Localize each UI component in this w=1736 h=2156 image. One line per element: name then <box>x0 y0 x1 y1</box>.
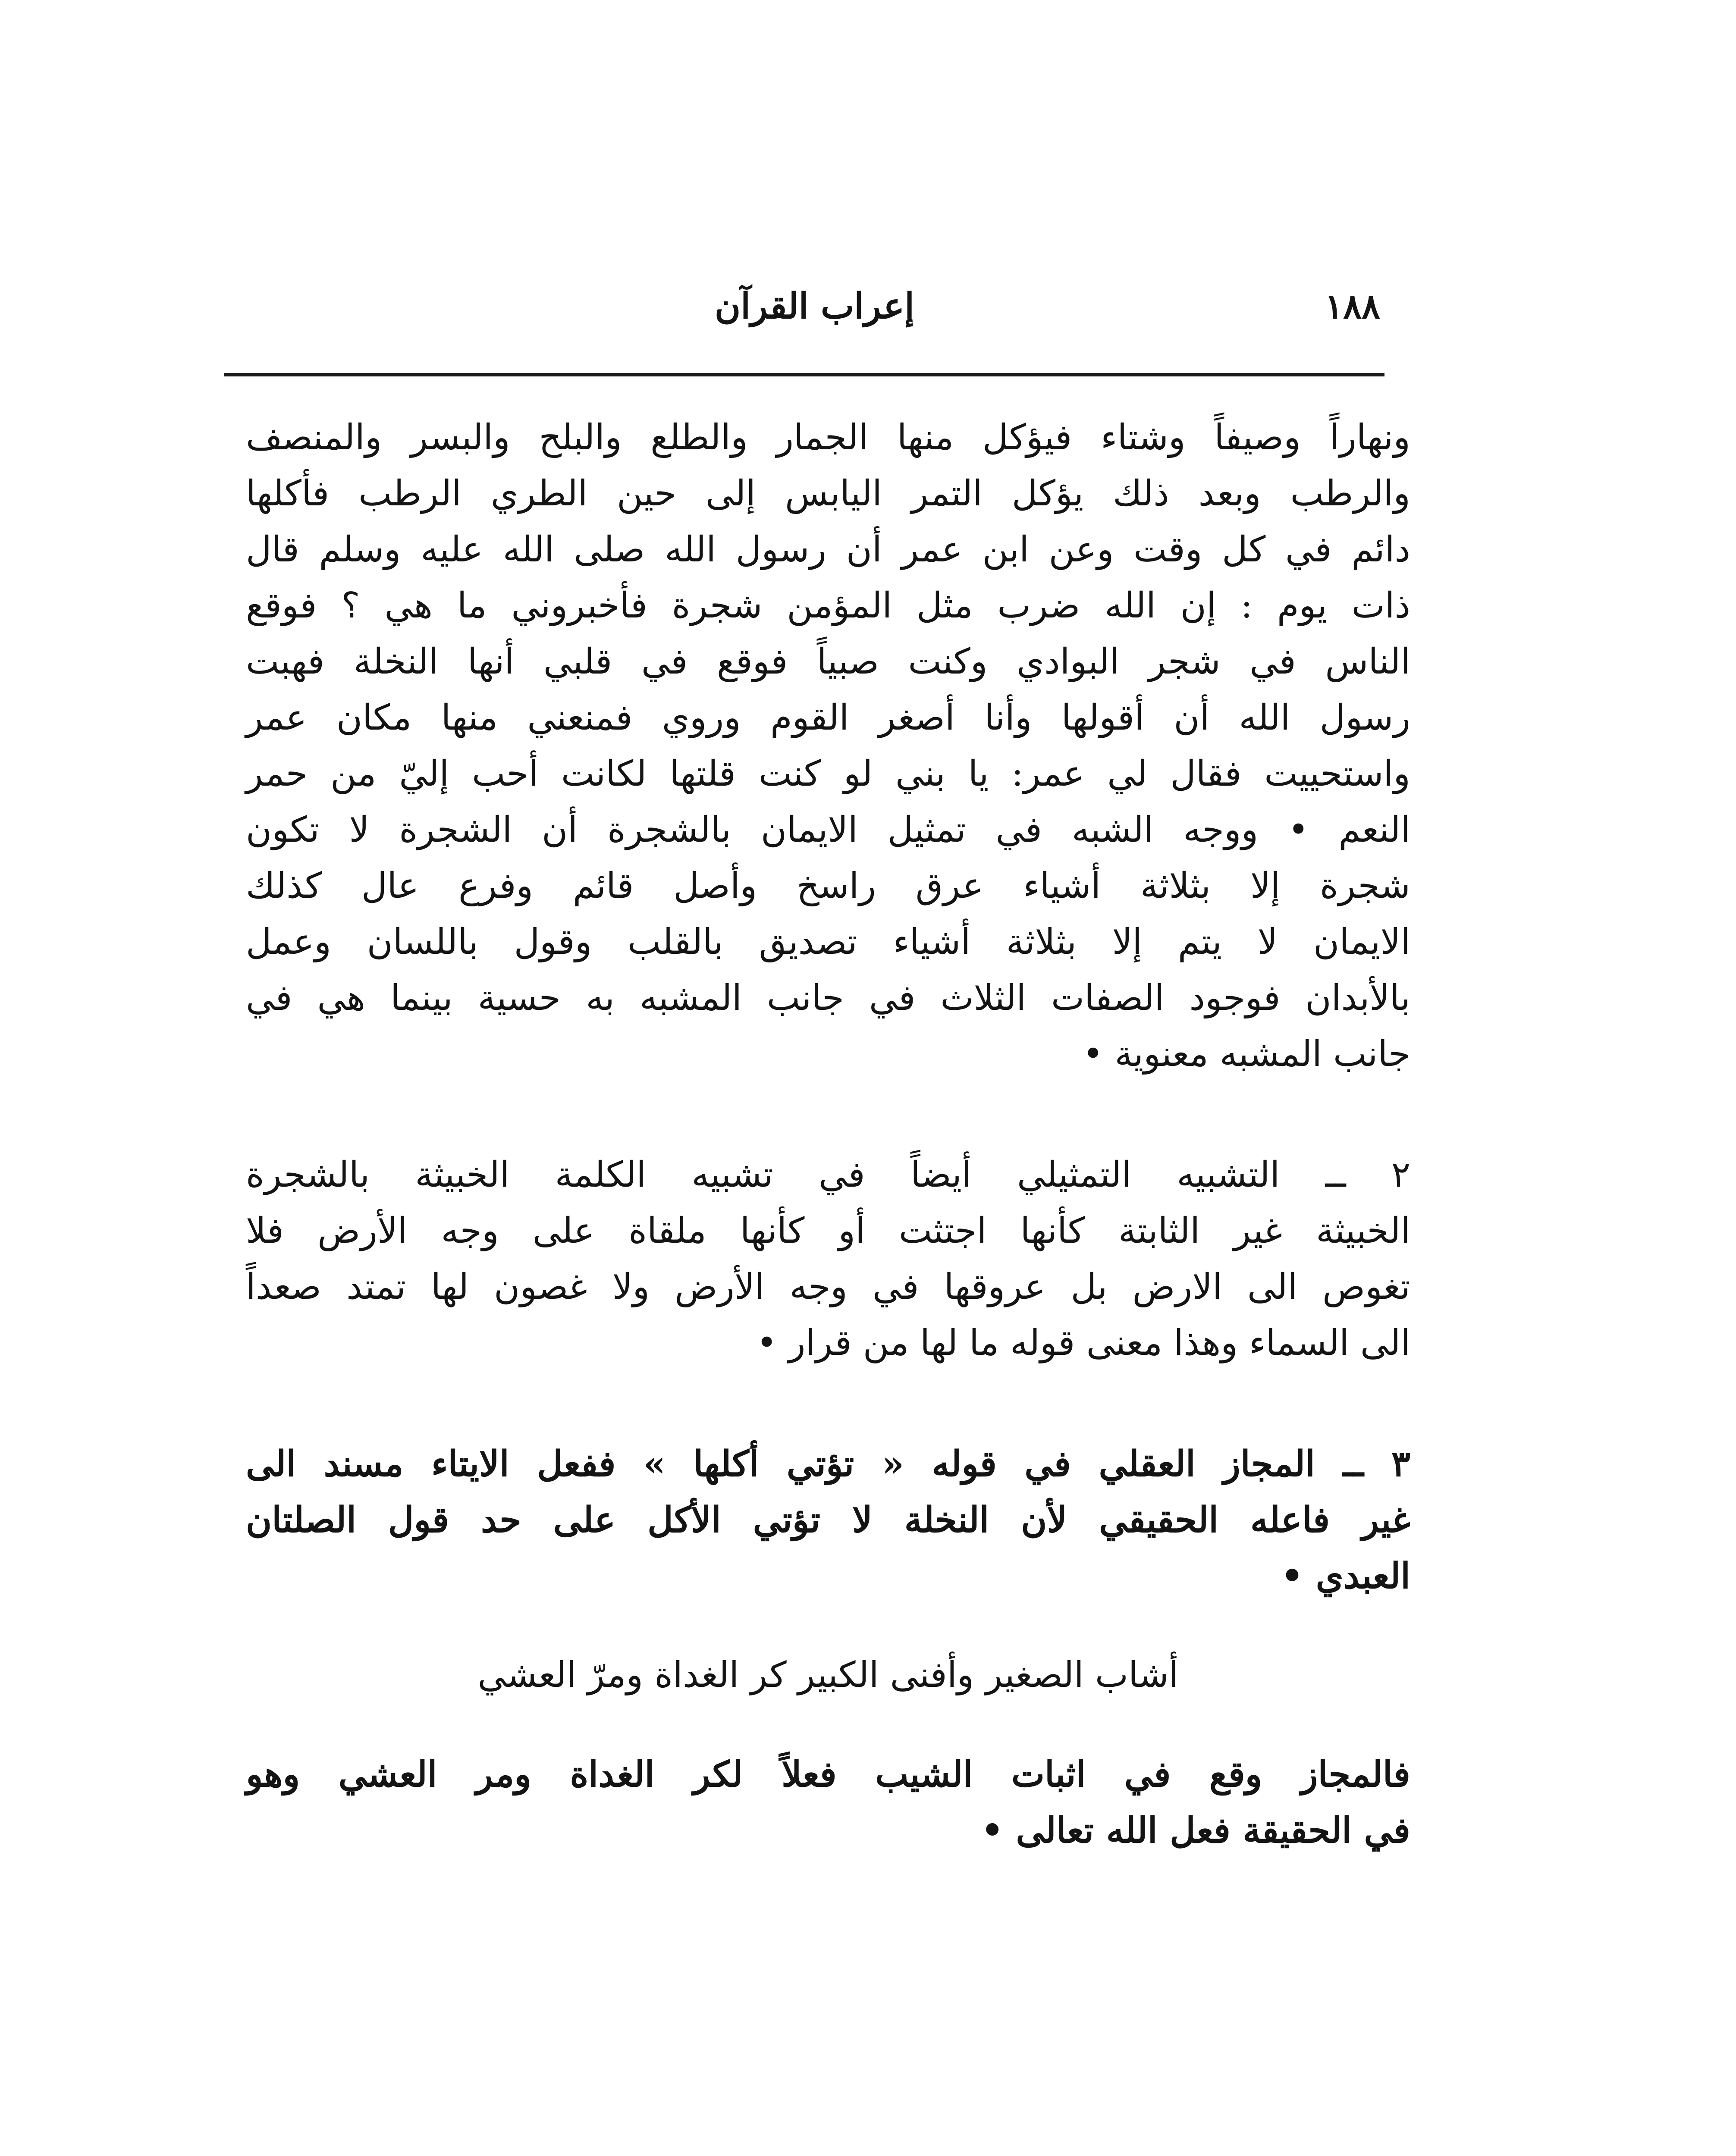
text-line: ٢ ــ التشبيه التمثيلي أيضاً في تشبيه الكلمة الخبيثة بالشجرة <box>246 1154 1410 1195</box>
running-title: إعراب القرآن <box>715 285 914 327</box>
text-line: تغوص الى الارض بل عروقها في وجه الأرض ولا غصون لها تمتد صعداً <box>246 1266 1410 1307</box>
text-line: جانب المشبه معنوية • <box>1083 1034 1410 1075</box>
text-line: واستحييت فقال لي عمر: يا بني لو كنت قلتها لكانت أحب إليّ من حمر <box>246 753 1411 794</box>
text-line: والرطب وبعد ذلك يؤكل التمر اليابس إلى حين الطري الرطب فأكلها <box>246 473 1410 514</box>
text-line: ٣ ــ المجاز العقلي في قوله « تؤتي أكلها » ففعل الايتاء مسند الى <box>246 1443 1410 1485</box>
paragraph-gap <box>246 1082 1410 1147</box>
text-line: بالأبدان فوجود الصفات الثلاث في جانب المشبه به حسية بينما هي في <box>246 978 1410 1018</box>
paragraph-gap <box>246 1604 1410 1647</box>
poetry-verse: أشاب الصغير وأفنى الكبير كر الغداة ومرّ العشي <box>477 1655 1179 1695</box>
text-line: الخبيثة غير الثابتة كأنها اجتثت أو كأنها ملقاة على وجه الأرض فلا <box>246 1210 1410 1251</box>
paragraph-majaz <box>246 1436 1410 1604</box>
text-line: الناس في شجر البوادي وكنت صبياً فوقع في قلبي أنها النخلة فهبت <box>246 641 1410 682</box>
body-text <box>246 410 1410 1858</box>
paragraph-conclusion <box>246 1746 1410 1858</box>
text-line: في الحقيقة فعل الله تعالى • <box>981 1810 1410 1851</box>
text-line: العبدي • <box>1281 1555 1410 1597</box>
text-line: شجرة إلا بثلاثة أشياء عرق راسخ وأصل قائم وفرع عال كذلك <box>246 865 1410 906</box>
text-line: فالمجاز وقع في اثبات الشيب فعلاً لكر الغداة ومر العشي وهو <box>246 1754 1411 1795</box>
text-line: غير فاعله الحقيقي لأن النخلة لا تؤتي الأكل على حد قول الصلتان <box>246 1499 1410 1541</box>
text-line: ونهاراً وصيفاً وشتاء فيؤكل منها الجمار والطلع والبلح والبسر والمنصف <box>246 417 1410 458</box>
text-line: الى السماء وهذا معنى قوله ما لها من قرار • <box>756 1322 1410 1363</box>
text-line: النعم • ووجه الشبه في تمثيل الايمان بالشجرة أن الشجرة لا تكون <box>246 809 1410 850</box>
paragraph-hadith <box>246 410 1410 1082</box>
paragraph-gap <box>246 1703 1410 1746</box>
paragraph-gap <box>246 1371 1410 1436</box>
text-line: رسول الله أن أقولها وأنا أصغر القوم وروي فمنعني منها مكان عمر <box>246 697 1410 738</box>
text-line: ذات يوم : إن الله ضرب مثل المؤمن شجرة فأخبروني ما هي ؟ فوقع <box>246 585 1410 626</box>
page-number: ١٨٨ <box>1325 286 1380 326</box>
header-rule <box>224 373 1384 376</box>
page-header <box>224 276 1380 341</box>
text-line: دائم في كل وقت وعن ابن عمر أن رسول الله صلى الله عليه وسلم قال <box>246 529 1410 570</box>
text-line: الايمان لا يتم إلا بثلاثة أشياء تصديق بالقلب وقول باللسان وعمل <box>246 921 1410 962</box>
paragraph-tashbih <box>246 1147 1410 1371</box>
